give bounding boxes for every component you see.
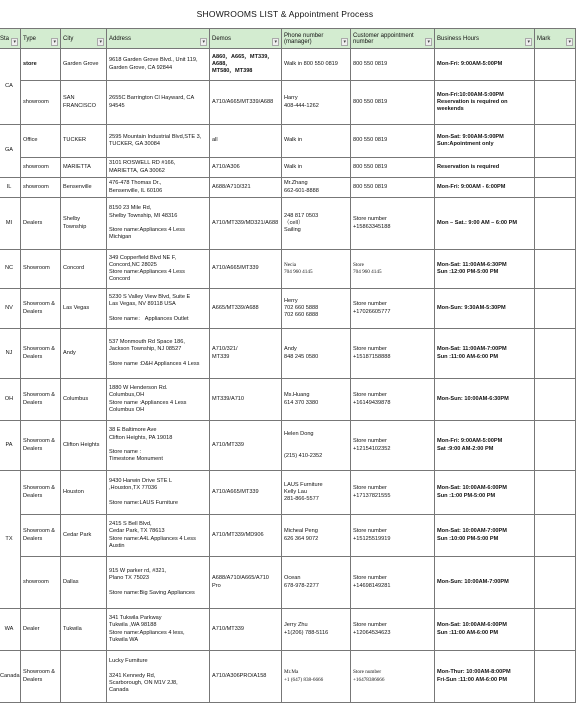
cell-city: Andy	[61, 329, 107, 379]
cell-city: TUCKER	[61, 125, 107, 158]
cell-hours: Mon-Fri:10:00AM-5:00PM Reservation is required on weekends	[435, 81, 535, 125]
cell-hours: Mon-Sat: 10:00AM-6:00PM Sun :1:00 PM-5:00 PM	[435, 471, 535, 515]
cell-customer-number: Store 704 960 4145	[351, 250, 435, 289]
cell-address: 9618 Garden Grove Blvd., Unit 119, Garden Grove, CA 92844	[107, 49, 210, 81]
cell-customer-number: 800 550 0819	[351, 178, 435, 198]
cell-customer-number: 800 550 0819	[351, 158, 435, 178]
cell-demos: A860，A665，MT339，A688， MT580，MT398	[210, 49, 282, 81]
cell-customer-number: 800 550 0819	[351, 49, 435, 81]
cell-customer-number: Store number +12154102352	[351, 421, 435, 471]
cell-state: TX	[0, 471, 21, 609]
cell-mark	[535, 178, 576, 198]
cell-type: Showroom	[21, 250, 61, 289]
cell-mark	[535, 250, 576, 289]
showrooms-table	[0, 28, 576, 703]
cell-hours: Mon-Sat: 10:00AM-6:00PM Sun :11:00 AM-6:00 PM	[435, 609, 535, 651]
cell-phone: Necia 704 960 4145	[282, 250, 351, 289]
cell-hours: Mon – Sat.: 9:00 AM – 6:00 PM	[435, 198, 535, 250]
cell-mark	[535, 158, 576, 178]
cell-demos: all	[210, 125, 282, 158]
filter-dropdown-icon[interactable]: ▾	[202, 39, 205, 45]
cell-type: showroom	[21, 557, 61, 609]
cell-mark	[535, 125, 576, 158]
cell-state: NJ	[0, 329, 21, 379]
cell-city: Tukwila	[61, 609, 107, 651]
cell-customer-number: Store number +17137821555	[351, 471, 435, 515]
cell-demos: A710/A665/MT339	[210, 250, 282, 289]
cell-address: 5230 S Valley View Blvd, Suite E Las Vegas, NV 89118 USA Store name： Appliances Outlet	[107, 289, 210, 329]
cell-address: Lucky Furniture 3241 Kennedy Rd, Scarborough, ON M1V 2J8, Canada	[107, 651, 210, 703]
cell-state: IL	[0, 178, 21, 198]
cell-address: 8150 23 Mile Rd, Shelby Township, MI 48316 Store name:Appliances 4 Less Michigan	[107, 198, 210, 250]
cell-mark	[535, 557, 576, 609]
cell-type: showroom	[21, 178, 61, 198]
table-row	[0, 651, 576, 703]
cell-address: 1880 W Henderson Rd. Columbus,OH Store name :Appliances 4 Less Columbus OH	[107, 379, 210, 421]
cell-phone: 248 817 0503 （cell） Sailing	[282, 198, 351, 250]
table-row	[0, 421, 576, 471]
cell-mark	[535, 421, 576, 471]
cell-address: 476-478 Thomas Dr., Bensenville, IL 60106	[107, 178, 210, 198]
cell-mark	[535, 289, 576, 329]
cell-demos: A710/A306PRO/A158	[210, 651, 282, 703]
cell-state: PA	[0, 421, 21, 471]
page-title: SHOWROOMS LIST & Appointment Process	[196, 9, 374, 19]
cell-city: Dallas	[61, 557, 107, 609]
cell-state: NC	[0, 250, 21, 289]
cell-customer-number: Store number +15863345188	[351, 198, 435, 250]
cell-demos: A688/A710/A665/A710 Pro	[210, 557, 282, 609]
cell-type: Showroom & Dealers	[21, 421, 61, 471]
table-row	[0, 289, 576, 329]
cell-address: 3101 ROSWELL RD #166, MARIETTA, GA 30062	[107, 158, 210, 178]
cell-phone: Ocean 678-978-2277	[282, 557, 351, 609]
cell-mark	[535, 471, 576, 515]
cell-phone: Mr.Ma +1 (647) 838-6666	[282, 651, 351, 703]
cell-phone: LAUS Furniture Kelly Lau 281-866-5577	[282, 471, 351, 515]
cell-demos: A710/MT339/MD321/A688	[210, 198, 282, 250]
header-business-hours[interactable]: Business Hours ▾	[435, 29, 535, 49]
filter-dropdown-icon[interactable]: ▾	[527, 39, 530, 45]
cell-demos: A710/MT339/MD906	[210, 515, 282, 557]
cell-customer-number: Store number +12064534623	[351, 609, 435, 651]
cell-hours: Mon-Fri: 9:00AM - 6:00PM	[435, 178, 535, 198]
cell-mark	[535, 609, 576, 651]
cell-type: Dealer	[21, 609, 61, 651]
table-row	[0, 49, 576, 81]
table-row	[0, 125, 576, 158]
cell-type: Showroom & Dealers	[21, 379, 61, 421]
cell-customer-number: Store number +14698149281	[351, 557, 435, 609]
cell-address: 915 W parker rd, #321, Plano TX 75023 Store name:Big Saving Appliances	[107, 557, 210, 609]
cell-hours: Mon-Sat: 11:00AM-7:00PM Sun :11:00 AM-6:00 PM	[435, 329, 535, 379]
cell-state: WA	[0, 609, 21, 651]
cell-customer-number: Store number +17026605777	[351, 289, 435, 329]
table-row	[0, 471, 576, 515]
cell-city: Clifton Heights	[61, 421, 107, 471]
cell-state: Canada	[0, 651, 21, 703]
cell-address: 2595 Mountain Industrial Blvd,STE 3, TUCKER, GA 30084	[107, 125, 210, 158]
cell-demos: A710/A665/MT339	[210, 471, 282, 515]
cell-phone: Helen Dong (215) 410-2352	[282, 421, 351, 471]
filter-dropdown-icon[interactable]: ▾	[343, 39, 346, 45]
cell-city: Houston	[61, 471, 107, 515]
cell-city: Shelby Township	[61, 198, 107, 250]
cell-address: 349 Copperfield Blvd NE F, Concord,NC 28025 Store name:Appliances 4 Less Concord	[107, 250, 210, 289]
cell-city: MARIETTA	[61, 158, 107, 178]
cell-demos: A710/MT339	[210, 609, 282, 651]
header-mark[interactable]: Mark ▾	[535, 29, 576, 49]
cell-type: showroom	[21, 81, 61, 125]
cell-city	[61, 651, 107, 703]
cell-city: Bensenville	[61, 178, 107, 198]
filter-dropdown-icon[interactable]: ▾	[99, 39, 102, 45]
table-row	[0, 158, 576, 178]
cell-demos: A665/MT339/A688	[210, 289, 282, 329]
cell-customer-number: Store number +15187158888	[351, 329, 435, 379]
header-state[interactable]: Sta ▾	[0, 29, 21, 49]
cell-phone: Ms.Huang 614 370 3380	[282, 379, 351, 421]
cell-mark	[535, 329, 576, 379]
header-city[interactable]: City ▾	[61, 29, 107, 49]
cell-type: Showroom & Dealers	[21, 515, 61, 557]
cell-mark	[535, 651, 576, 703]
table-row	[0, 81, 576, 125]
filter-dropdown-icon[interactable]: ▾	[568, 39, 571, 45]
cell-address: 38 E Baltimore Ave Clifton Heights, PA 19018 Store name : Timestone Monument	[107, 421, 210, 471]
cell-city: Cedar Park	[61, 515, 107, 557]
cell-state: NV	[0, 289, 21, 329]
cell-phone: Walk in 800 550 0819	[282, 49, 351, 81]
filter-dropdown-icon[interactable]: ▾	[53, 39, 56, 45]
header-row	[0, 29, 576, 49]
cell-type: Showroom & Dealers	[21, 471, 61, 515]
cell-phone: Jerry Zhu +1(206) 788-5116	[282, 609, 351, 651]
table-row	[0, 250, 576, 289]
cell-mark	[535, 379, 576, 421]
cell-hours: Reservation is required	[435, 158, 535, 178]
cell-address: 2655C Barrington Cl Hayward, CA 94545	[107, 81, 210, 125]
cell-city: SAN FRANCISCO	[61, 81, 107, 125]
cell-type: Office	[21, 125, 61, 158]
header-type[interactable]: Type ▾	[21, 29, 61, 49]
cell-customer-number: 800 550 0819	[351, 81, 435, 125]
cell-state: OH	[0, 379, 21, 421]
cell-phone: Walk in	[282, 125, 351, 158]
cell-hours: Mon-Sun: 10:00AM-7:00PM	[435, 557, 535, 609]
cell-mark	[535, 81, 576, 125]
table-row	[0, 178, 576, 198]
cell-customer-number: Store number +15125519919	[351, 515, 435, 557]
cell-city: Concord	[61, 250, 107, 289]
cell-demos: A710/321/ MT339	[210, 329, 282, 379]
filter-dropdown-icon[interactable]: ▾	[427, 39, 430, 45]
cell-city: Garden Grove	[61, 49, 107, 81]
table-row	[0, 198, 576, 250]
cell-phone: Walk in	[282, 158, 351, 178]
cell-address: 9430 Harwin Drive STE L ,Houston,TX 77036 Store name:LAUS Furniture	[107, 471, 210, 515]
table-row	[0, 379, 576, 421]
table-row	[0, 557, 576, 609]
filter-dropdown-icon[interactable]: ▾	[13, 39, 16, 45]
cell-state: CA	[0, 49, 21, 125]
cell-type: Showroom & Dealers	[21, 651, 61, 703]
cell-type: Showroom & Dealers	[21, 289, 61, 329]
cell-phone: Herry 702 660 5888 702 660 6888	[282, 289, 351, 329]
cell-type: Dealers	[21, 198, 61, 250]
cell-hours: Mon-Sun: 9:30AM-5:30PM	[435, 289, 535, 329]
cell-mark	[535, 49, 576, 81]
cell-demos: MT339/A710	[210, 379, 282, 421]
header-demos[interactable]: Demos ▾	[210, 29, 282, 49]
cell-address: 537 Monmouth Rd Space 186, Jackson Township, NJ 08527 Store name :D&H Appliances 4 Less	[107, 329, 210, 379]
cell-customer-number: Store number +16149439878	[351, 379, 435, 421]
cell-phone: Harry 408-444-1262	[282, 81, 351, 125]
cell-customer-number: Store number +16478386666	[351, 651, 435, 703]
cell-type: store	[21, 49, 61, 81]
cell-hours: Mon-Sat: 10:00AM-7:00PM Sun :10:00 PM-5:00 PM	[435, 515, 535, 557]
cell-mark	[535, 515, 576, 557]
table-row	[0, 515, 576, 557]
cell-hours: Mon-Sat: 11:00AM-6:30PM Sun :12:00 PM-5:00 PM	[435, 250, 535, 289]
cell-state: MI	[0, 198, 21, 250]
cell-address: 2415 S Bell Blvd, Cedar Park, TX 78613 Store name:A4L Appliances 4 Less Austin	[107, 515, 210, 557]
cell-type: showroom	[21, 158, 61, 178]
cell-hours: Mon-Fri: 9:00AM-5:00PM	[435, 49, 535, 81]
cell-hours: Mon-Fri: 9:00AM-5:00PM Sat :9:00 AM-2:00 PM	[435, 421, 535, 471]
cell-city: Columbus	[61, 379, 107, 421]
cell-demos: A710/MT339	[210, 421, 282, 471]
cell-phone: Andy 848 245 0580	[282, 329, 351, 379]
cell-phone: Mr.Zhang 662-601-8888	[282, 178, 351, 198]
cell-address: 341 Tukwila Parkway Tukwila ,WA 98188 Store name:Appliances 4 less, Tukwila WA	[107, 609, 210, 651]
cell-state: GA	[0, 125, 21, 178]
cell-mark	[535, 198, 576, 250]
cell-demos: A688/A710/321	[210, 178, 282, 198]
cell-demos: A710/A665/MT339/A688	[210, 81, 282, 125]
filter-dropdown-icon[interactable]: ▾	[274, 39, 277, 45]
cell-city: Las Vegas	[61, 289, 107, 329]
table-row	[0, 609, 576, 651]
cell-hours: Mon-Sun: 10:00AM-6:30PM	[435, 379, 535, 421]
cell-customer-number: 800 550 0819	[351, 125, 435, 158]
cell-type: Showroom & Dealers	[21, 329, 61, 379]
cell-hours: Mon-Sat: 9:00AM-5:00PM Sun:Apointment only	[435, 125, 535, 158]
header-phone[interactable]: Phone number (manager) ▾	[282, 29, 351, 49]
cell-phone: Micheal Peng 626 364 9072	[282, 515, 351, 557]
header-address[interactable]: Address ▾	[107, 29, 210, 49]
table-row	[0, 329, 576, 379]
header-customer-appointment[interactable]: Customer appointment number ▾	[351, 29, 435, 49]
cell-hours: Mon-Thur: 10:00AM-8:00PM Fri-Sun :11:00 AM-6:00 PM	[435, 651, 535, 703]
cell-demos: A710/A306	[210, 158, 282, 178]
